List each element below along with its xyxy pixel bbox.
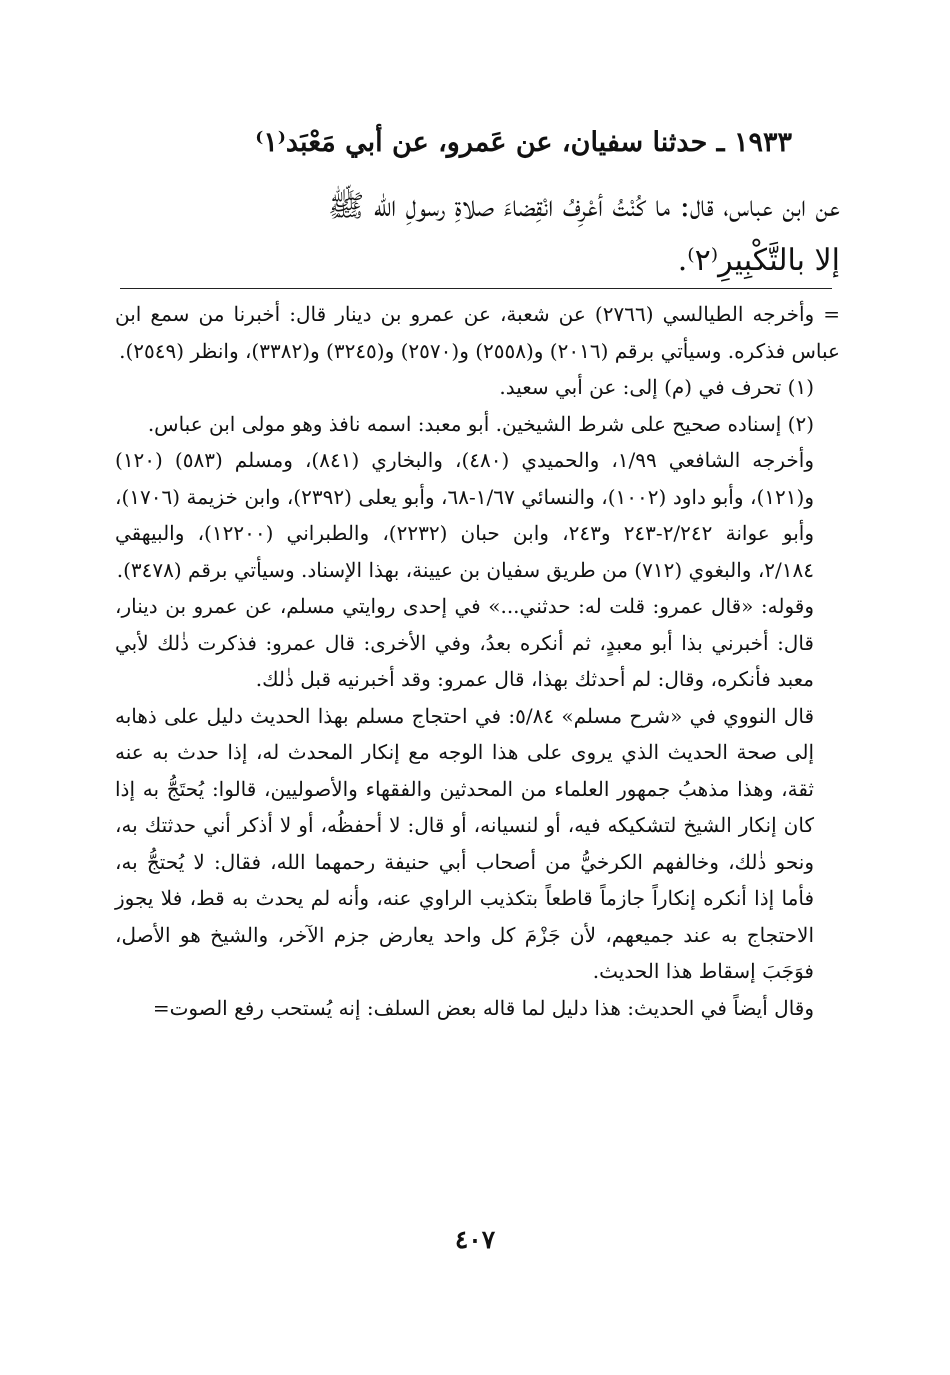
hadith-matn <box>120 180 840 288</box>
footnote-separator <box>120 288 832 289</box>
footnote-1: (١) تحرف في (م) إلى: عن أبي سعيد. <box>499 375 814 399</box>
footnote-2-intro: (٢) إسناده صحيح على شرط الشيخين. أبو معبد: اسمه نافذ وهو مولى ابن عباس. <box>147 411 814 436</box>
hadith-header <box>132 123 792 163</box>
footnote-2-continued: وقال أيضاً في الحديث: هذا دليل لما قاله بعض السلف: إنه يُستحب رفع الصوت= <box>152 995 814 1020</box>
footnotes <box>115 296 840 1026</box>
page-number: ٤٠٧ <box>454 1225 496 1254</box>
hadith-number: ١٩٣٣ <box>733 127 792 158</box>
footnote-2-takhrij: وأخرجه الشافعي ١/٩٩، والحميدي (٤٨٠)، والبخاري (٨٤١)، ومسلم (٥٨٣) (١٢٠) و(١٢١)، وأبو داود (١٠٠٢)، والنسائي ١/٦٧-٦٨، وأبو يعلى (٢٣٩٢)، وابن خزيمة (١٧٠٦)، وأبو عوانة ٢/٢٤٢-٢٤٣ و٢٤٣، وابن حبان (٢٢٣٢)، والطبراني (١٢٢٠٠)، والبيهقي ٢/١٨٤، والبغوي (٧١٢) من طريق سفيان بن عيينة، بهذا الإسناد. وسيأتي برقم (٣٤٧٨). <box>115 448 815 582</box>
matn-line-2: إلا بالتَّكْبِيرِ⁽٢⁾. <box>677 243 840 278</box>
matn-line-1: عن ابن عباس، قال: ما كُنْتُ أعْرِفُ انْقِضاءَ صلاةِ رسولِ الله ﷺ <box>327 189 840 224</box>
footnote-continuation: = وأخرجه الطيالسي (٢٧٦٦) عن شعبة، عن عمرو بن دينار قال: أخبرنا من سمع ابن عباس فذكره. وسيأتي برقم (٢٠١٦) و(٢٥٥٨) و(٢٥٧٠) و(٣٢٤٥) و(٣٣٨٢)، وانظر (٢٥٤٩). <box>115 302 841 363</box>
footnote-2-nawawi: قال النووي في «شرح مسلم» ٥/٨٤: في احتجاج مسلم بهذا الحديث دليل على ذهابه إلى صحة الحديث الذي يروى على هذا الوجه مع إنكار المحدث له، إذا حدث به عنه ثقة، وهذا مذهبُ جمهور العلماء من المحدثين والفقهاء والأصوليين، قالوا: يُحتَجُّ به إذا كان إنكار الشيخ لتشكيكه فيه، أو لنسيانه، أو قال: لا أحفظُه، أو لا أذكر أني حدثتك به، ونحو ذٰلك، وخالفهم الكرخيُّ من أصحاب أبي حنيفة رحمهما الله، فقال: لا يُحتجُّ به، فأما إذا أنكره إنكاراً جازماً قاطعاً بتكذيب الراوي عنه، وأنه لم يحدث به قط، فلا يجوز الاحتجاج به عند جميعهم، لأن جَزْمَ كل واحد يعارض جزم الآخر، والشيخ هو الأصل، فوَجَبَ إسقاط هذا الحديث. <box>115 703 815 983</box>
footnote-2-comment: وقوله: «قال عمرو: قلت له: حدثني...» في إحدى روايتي مسلم، عن عمرو بن دينار، قال: أخبرني بذا أبو معبدٍ، ثم أنكره بعدُ، وفي الأخرى: قال عمرو: فذكرت ذٰلك لأبي معبد فأنكره، وقال: لم أحدثك بهذا، قال عمرو: وقد أخبرنيه قبل ذٰلك. <box>115 594 814 691</box>
hadith-isnad: ـ حدثنا سفيان، عن عَمرو، عن أبي مَعْبَد⁽١⁾ <box>255 127 725 158</box>
